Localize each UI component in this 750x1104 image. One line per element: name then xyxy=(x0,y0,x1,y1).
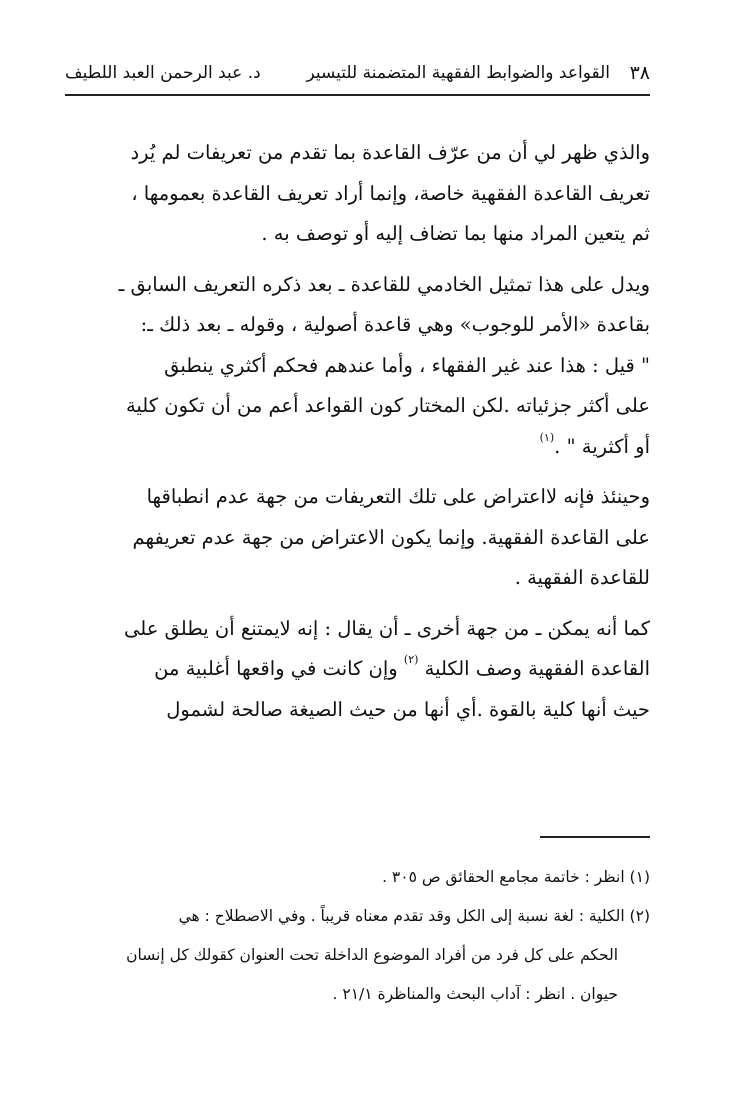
text-line xyxy=(65,427,650,468)
text-line: " قيل : هذا عند غير الفقهاء ، وأما عندهم فحكم أكثري ينطبق xyxy=(164,353,650,377)
footnote-ref-2[interactable]: (٢) xyxy=(403,653,419,666)
author-name: د. عبد الرحمن العبد اللطيف xyxy=(65,63,261,83)
text-line: على القاعدة الفقهية. وإنما يكون الاعتراض من جهة عدم تعريفهم xyxy=(132,525,650,549)
paragraph-3 xyxy=(65,477,650,599)
text-segment: وإن كانت في واقعها أغلبية من xyxy=(154,657,398,680)
text-line: والذي ظهر لي أن من عرّف القاعدة بما تقدم من تعريفات لم يُرد xyxy=(130,141,650,164)
book-title: القواعد والضوابط الفقهية المتضمنة للتيسير xyxy=(306,63,610,83)
text-line: ويدل على هذا تمثيل الخادمي للقاعدة ـ بعد ذكره التعريف السابق ـ xyxy=(118,272,650,296)
page-number: ٣٨ xyxy=(629,62,650,84)
text-line: بقاعدة «الأمر للوجوب» وهي قاعدة أصولية ، وقوله ـ بعد ذلك ـ: xyxy=(140,313,650,336)
footnote-2-continued: الحكم على كل فرد من أفراد الموضوع الداخلة تحت العنوان كقولك كل إنسان xyxy=(126,946,618,964)
footnote-ref-1[interactable]: (١) xyxy=(539,430,555,444)
text-line: ثم يتعين المراد منها بما تضاف إليه أو توصف به . xyxy=(261,222,650,245)
text-segment: القاعدة الفقهية وصف الكلية xyxy=(424,657,650,680)
text-line: حيث أنها كلية بالقوة .أي أنها من حيث الصيغة صالحة لشمول xyxy=(166,697,650,721)
paragraph-4 xyxy=(65,609,650,731)
quote-end: أو أكثرية " . xyxy=(554,434,650,458)
text-line: تعريف القاعدة الفقهية خاصة، وإنما أراد تعريف القاعدة بعمومها ، xyxy=(131,181,650,205)
header-divider xyxy=(65,94,650,96)
text-line: للقاعدة الفقهية . xyxy=(514,566,650,589)
page-header xyxy=(65,60,650,92)
footnote-2-continued: حيوان . انظر : آداب البحث والمناظرة ٢١/١ . xyxy=(332,985,618,1003)
footnote-divider xyxy=(540,836,650,838)
body-text xyxy=(65,133,650,730)
paragraph-1 xyxy=(65,133,650,255)
text-line: وحينئذ فإنه لااعتراض على تلك التعريفات من جهة عدم انطباقها xyxy=(146,485,650,508)
text-line xyxy=(65,649,650,690)
text-line: على أكثر جزئياته .لكن المختار كون القواعد أعم من أن تكون كلية xyxy=(125,394,650,417)
footnote-1: (١) انظر : خاتمة مجامع الحقائق ص ٣٠٥ . xyxy=(382,868,650,886)
footnote-2: (٢) الكلية : لغة نسبة إلى الكل وقد تقدم معناه قريباً . وفي الاصطلاح : هي xyxy=(178,907,650,925)
footnotes xyxy=(65,858,650,1014)
paragraph-2 xyxy=(65,265,650,468)
text-line: كما أنه يمكن ـ من جهة أخرى ـ أن يقال : إنه لايمتنع أن يطلق على xyxy=(124,616,650,640)
